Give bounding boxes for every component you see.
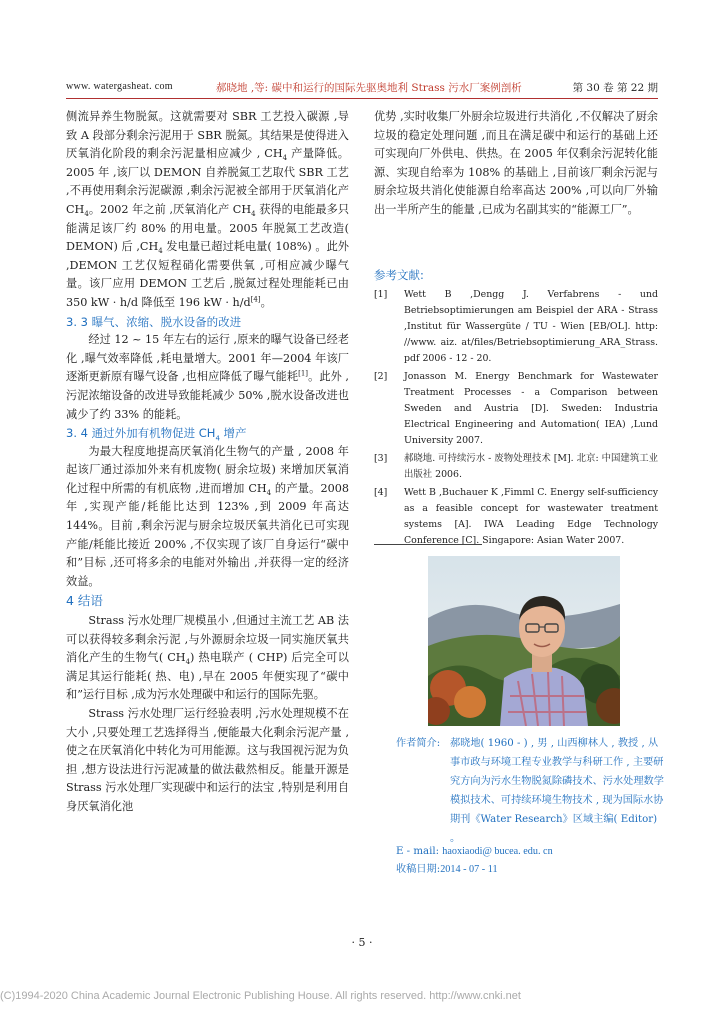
section-heading-3-3: 3. 3 曝气、浓缩、脱水设备的改进 <box>66 314 242 329</box>
left-column <box>66 108 349 817</box>
reference-list <box>374 287 658 551</box>
references-heading: 参考文献: <box>374 268 424 282</box>
paragraph: Strass 污水处理厂规模虽小 ,但通过主流工艺 AB 法可以获得较多剩余污泥 ,与外源厨余垃圾一同实施厌氧共消化产生的生物气( $CH_4$) 热电联产 ( CHP) 后完全可以满足其运行能耗( 热、电) ,早在 2005 年便实现了“碳中和”运行目标 ,成为污水处理碳中和运行的国际先驱。 <box>66 614 349 702</box>
paragraph: 优势 ,实时收集厂外厨余垃圾进行共消化 ,不仅解决了厨余垃圾的稳定处理问题 ,而且在满足碳中和运行的基础上还可实现向厂外供电、供热。在 2005 年仅剩余污泥转化能源、实现自给率为 108% 的基础上 ,目前该厂剩余污泥与厨余垃圾共消化使能源自给率高达 200% ,可以向厂外输出一半所产生的能量 ,已成为名副其实的“能源工厂”。 <box>374 110 658 216</box>
paragraph: 经过 12 ~ 15 年左右的运行 ,原来的曝气设备已经老化 ,曝气效率降低 ,耗电量增大。2001 年—2004 年该厂逐渐更新原有曝气设备 ,也相应降低了曝气能耗[1]。此外 ,污泥浓缩设备的改进导致能耗减少 50% ,脱水设备改进也减少了约 33% 的能耗。 <box>66 333 349 421</box>
right-column <box>374 108 658 220</box>
reference-item: [2] Jonasson M. Energy Benchmark for Wastewater Treatment Processes - a Comparison between Sweden and Austria [D]. Sweden: Industria Electrical Engineering and Automation( IEA) ,Lund University 2007. <box>374 371 658 446</box>
author-email: E - mail: haoxiaodi@ bucea. edu. cn <box>396 846 553 857</box>
footnote-rule <box>374 544 482 545</box>
received-date: 收稿日期:2014 - 07 - 11 <box>396 864 498 875</box>
bio-text: 郝晓地( 1960 - ) , 男 , 山西柳林人 , 教授 , 从事市政与环境工程专业教学与科研工作 , 主要研究方向为污水生物脱氮除磷技术、污水处理数学模拟技术、可持续环境生物技术 , 现为国际水协期刊《Water Research》区域主编( Editor) 。 <box>450 738 664 844</box>
paragraph: 侧流异养生物脱氮。这就需要对 SBR 工艺投入碳源 ,导致 A 段部分剩余污泥用于 SBR 脱氮。其结果是使得进入厌氧消化阶段的剩余污泥量相应减少 , $CH_4$ 产量降低。2005 年 ,该厂以 DEMON 自养脱氮工艺取代 SBR 工艺 ,不再使用剩余污泥碳源 ,剩余污泥被全部用于厌氧消化产 $CH_4$。2002 年之前 ,厌氧消化产 $CH_4$ 获得的电能最多只能满足该厂约 80% 的用电量。2005 年脱氮工艺改造( DEMON) 后 $,CH_4$ 发电量已超过耗电量( 108%) 。此外 ,DEMON 工艺仅短程硝化需要供氧 ,可相应减少曝气量。该厂应用 DEMON 工艺后 ,脱氮过程处理能耗已由 350 kW · h/d 降低至 196 kW · h/d[4]。 <box>66 110 350 309</box>
header-divider <box>66 98 658 99</box>
article-running-title: 郝晓地 ,等: 碳中和运行的国际先驱奥地利 Strass 污水厂案例剖析 <box>216 82 522 94</box>
reference-item: [1] Wett B ,Dengg J. Verfabrens - und Betriebsoptimierungen am Beispiel der ARA - Strass ,Institut für Wassergüte / TU - Wien [EB/OL]. http: //www. aiz. at/files/Betriebsoptimierung_ARA_Strass. pdf 2006 - 12 - 20. <box>374 289 658 364</box>
reference-item: [3] 郝晓地. 可持续污水 - 废物处理技术 [M]. 北京: 中国建筑工业出版社 2006. <box>374 453 658 480</box>
paragraph: 为最大程度地提高厌氧消化生物气的产量 , 2008 年起该厂通过添加外来有机废物( 厨余垃圾) 来增加厌氧消化过程中所需的有机底物 ,进而增加 $CH_4$ 的产量。2008 年 ,实现产能/耗能比达到 123% ,到 2009 年高达 144%。目前 ,剩余污泥与厨余垃圾厌氧共消化已可实现产能/耗能比接近 200% ,不仅实现了该厂自身运行“碳中和”目标 ,还可将多余的电能对外输出 ,并获得一定的经济效益。 <box>66 444 349 588</box>
author-photo <box>428 556 620 726</box>
section-heading-3-4: 3. 4 通过外加有机物促进 $CH_4$ 增产 <box>66 426 247 443</box>
bio-label: 作者简介: <box>396 738 441 749</box>
running-header <box>66 79 658 95</box>
paragraph: Strass 污水处理厂运行经验表明 ,污水处理规模不在大小 ,只要处理工艺选择得当 ,便能最大化剩余污泥产量 ,使之在厌氧消化中转化为可用能源。这与我国视污泥为负担 ,想方设法进行污泥减量的做法截然相反。能量开源是 Strass 污水处理厂实现碳中和运行的法宝 ,特别是利用自身厌氧消化池 <box>66 707 349 813</box>
author-bio <box>396 734 664 848</box>
page-number: · 5 · <box>351 936 373 949</box>
journal-website: www. watergasheat. com <box>66 81 173 92</box>
section-heading-4: 4 结语 <box>66 593 103 609</box>
volume-issue: 第 30 卷 第 22 期 <box>572 82 658 94</box>
reference-item: [4] Wett B ,Buchauer K ,Fimml C. Energy self-sufficiency as a feasible concept for wastewater treatment systems [A]. IWA Leading Edge Technology Conference [C]. Singapore: Asian Water 2007. <box>374 487 658 546</box>
